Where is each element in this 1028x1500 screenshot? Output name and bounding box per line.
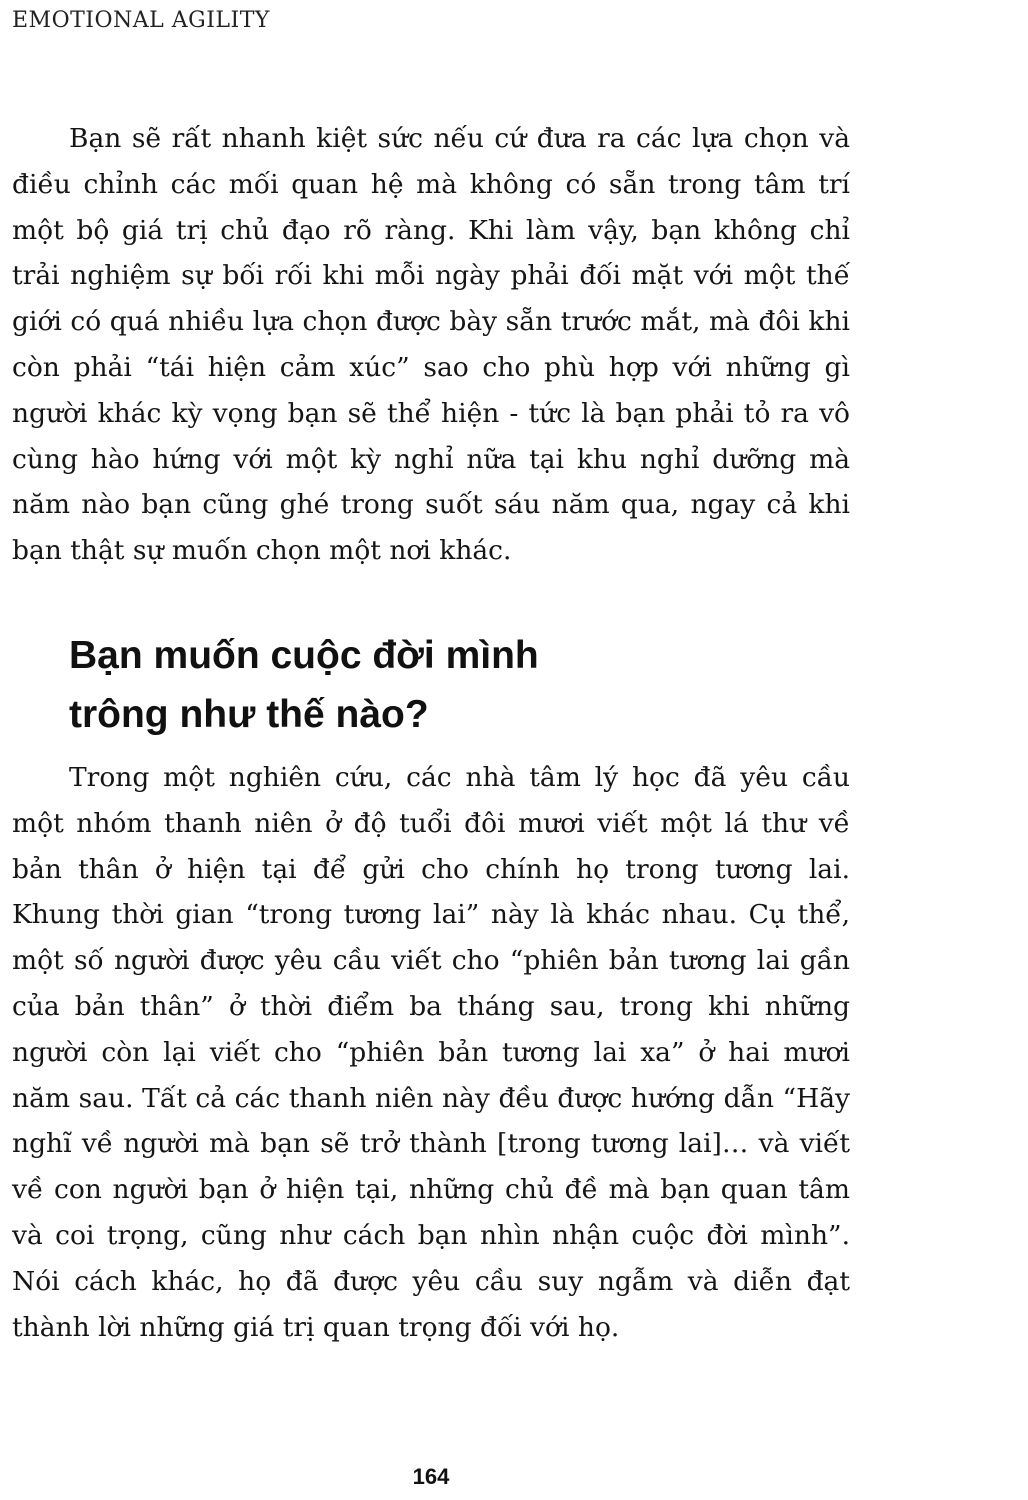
section-heading-line-1: Bạn muốn cuộc đời mình	[69, 634, 539, 677]
section-heading	[69, 626, 769, 744]
body-paragraph-2: Trong một nghiên cứu, các nhà tâm lý học đã yêu cầu một nhóm thanh niên ở độ tuổi đôi mươi viết một lá thư về bản thân ở hiện tại để gửi cho chính họ trong tương lai. Khung thời gian “trong tương lai” này là khác nhau. Cụ thể, một số người được yêu cầu viết cho “phiên bản tương lai gần của bản thân” ở thời điểm ba tháng sau, trong khi những người còn lại viết cho “phiên bản tương lai xa” ở hai mươi năm sau. Tất cả các thanh niên này đều được hướng dẫn “Hãy nghĩ về người mà bạn sẽ trở thành [trong tương lai]… và viết về con người bạn ở hiện tại, những chủ đề mà bạn quan tâm và coi trọng, cũng như cách bạn nhìn nhận cuộc đời mình”. Nói cách khác, họ đã được yêu cầu suy ngẫm và diễn đạt thành lời những giá trị quan trọng đối với họ.	[12, 762, 850, 1343]
body-paragraph-1: Bạn sẽ rất nhanh kiệt sức nếu cứ đưa ra các lựa chọn và điều chỉnh các mối quan hệ mà không có sẵn trong tâm trí một bộ giá trị chủ đạo rõ ràng. Khi làm vậy, bạn không chỉ trải nghiệm sự bối rối khi mỗi ngày phải đối mặt với một thế giới có quá nhiều lựa chọn được bày sẵn trước mắt, mà đôi khi còn phải “tái hiện cảm xúc” sao cho phù hợp với những gì người khác kỳ vọng bạn sẽ thể hiện - tức là bạn phải tỏ ra vô cùng hào hứng với một kỳ nghỉ nữa tại khu nghỉ dưỡng mà năm nào bạn cũng ghé trong suốt sáu năm qua, ngay cả khi bạn thật sự muốn chọn một nơi khác.	[12, 123, 850, 567]
running-header: EMOTIONAL AGILITY	[12, 8, 270, 33]
section-heading-line-2: trông như thế nào?	[69, 693, 429, 736]
page-number: 164	[412, 1464, 450, 1489]
